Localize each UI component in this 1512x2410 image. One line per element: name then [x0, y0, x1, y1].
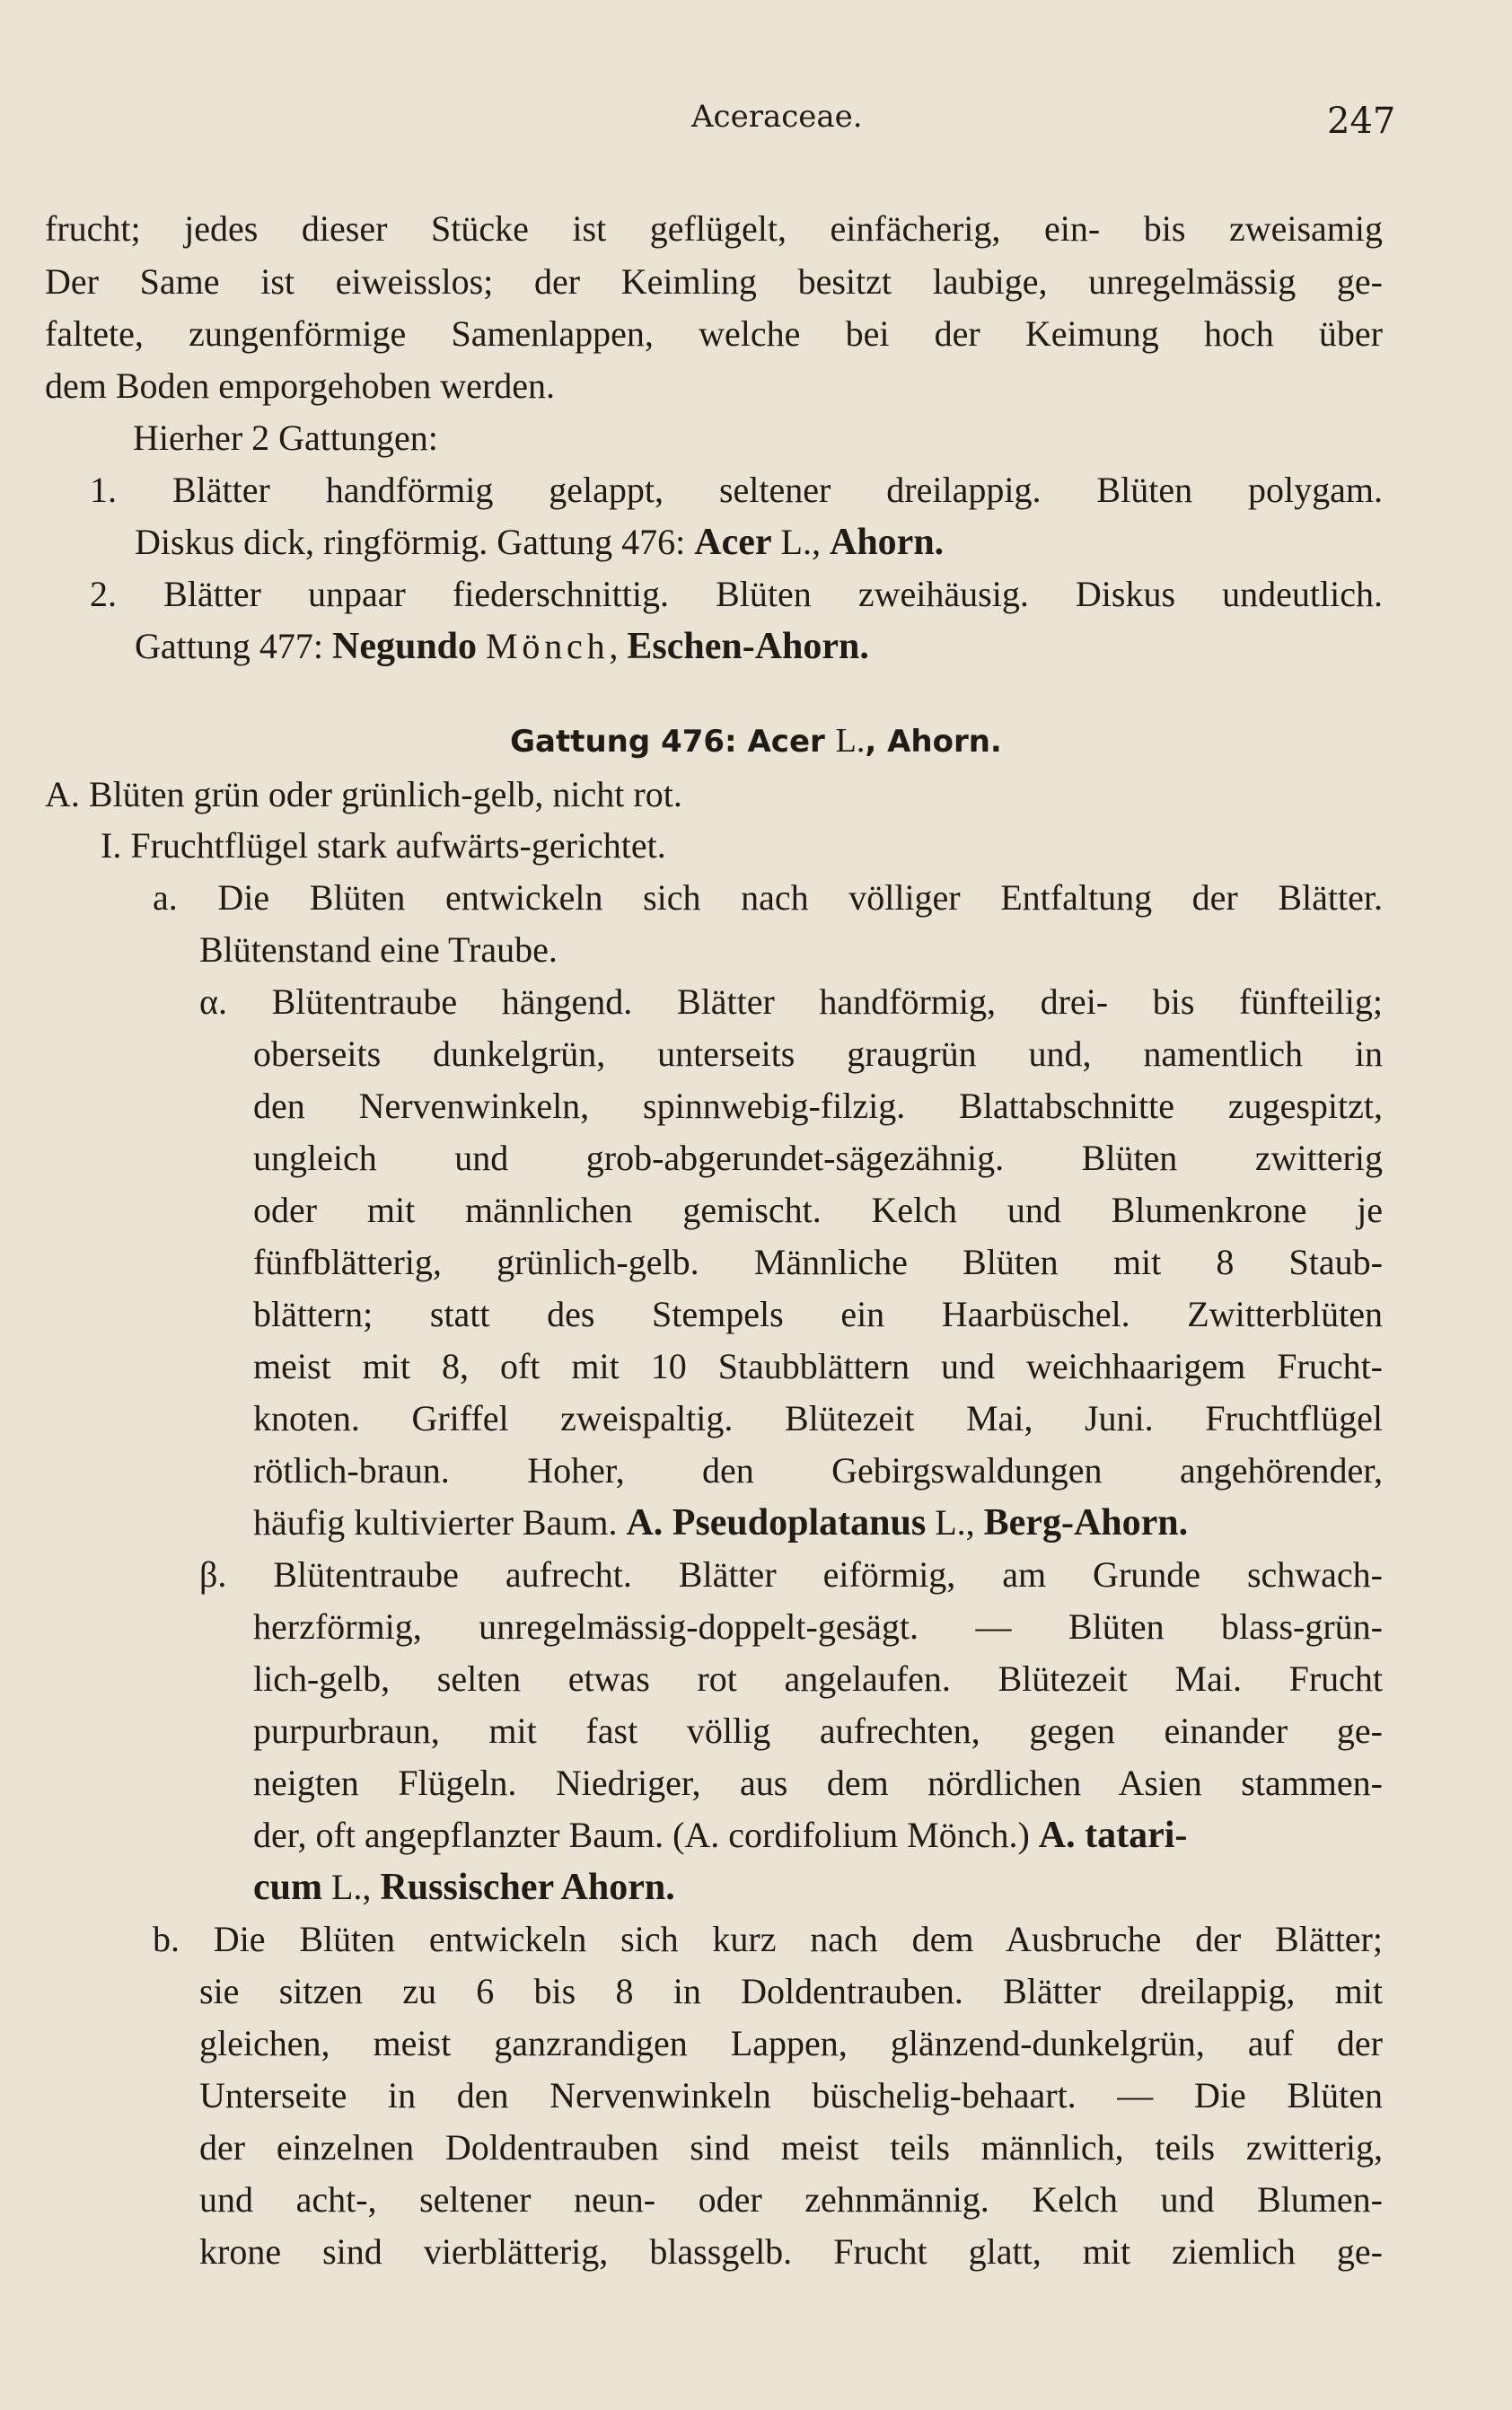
key-item-2: 2. Blätter unpaar fiederschnittig. Blüten zweihäusig. Diskus undeutlich. — [90, 574, 1383, 614]
key-A-I-a: a. Die Blüten entwickeln sich nach völliger Entfaltung der Blätter. — [153, 877, 1383, 918]
key-beta: β. Blütentraube aufrecht. Blätter eiförmig, am Grunde schwach- — [199, 1554, 1383, 1595]
species-name: A. tatari- — [1038, 1815, 1188, 1856]
key-A: A. Blüten grün oder grünlich-gelb, nicht rot. — [45, 774, 682, 814]
text-line-27: lich-gelb, selten etwas rot angelaufen. Blütezeit Mai. Frucht — [253, 1658, 1383, 1699]
common-name: Ahorn. — [829, 522, 945, 563]
common-name: Berg-Ahorn. — [983, 1502, 1189, 1544]
species-line-pseudoplatanus: häufig kultivierter Baum. A. Pseudoplatanus L., Berg-Ahorn. — [253, 1502, 1189, 1544]
text-line-19: fünfblätterig, grünlich-gelb. Männliche Blüten mit 8 Staub- — [253, 1242, 1383, 1282]
key-A-I-a-continued: Blütenstand eine Traube. — [199, 929, 558, 970]
species-name: A. Pseudoplatanus — [626, 1502, 927, 1544]
key-A-I: I. Fruchtflügel stark aufwärts-gerichtet. — [101, 825, 666, 866]
author-name: Mönch — [486, 626, 610, 666]
running-header: Aceraceae. — [691, 99, 863, 135]
key-alpha: α. Blütentraube hängend. Blätter handförmig, drei- bis fünfteilig; — [199, 981, 1383, 1022]
text-line-34: gleichen, meist ganzrandigen Lappen, glänzend-dunkelgrün, auf der — [199, 2023, 1383, 2063]
common-name: Russischer Ahorn. — [380, 1867, 675, 1908]
text-line-2: Der Same ist eiweisslos; der Keimling besitzt laubige, unregelmässig ge- — [45, 261, 1383, 302]
text-line-1: frucht; jedes dieser Stücke ist geflügelt, einfächerig, ein- bis zweisamig — [45, 208, 1383, 249]
species-line-tataricum: der, oft angepflanzter Baum. (A. cordifolium Mönch.) A. tatari- — [253, 1815, 1188, 1856]
text-line-23: rötlich-braun. Hoher, den Gebirgswaldungen angehörender, — [253, 1450, 1383, 1491]
text-line-22: knoten. Griffel zweispaltig. Blütezeit Mai, Juni. Fruchtflügel — [253, 1398, 1383, 1438]
text-line-4: dem Boden emporgehoben werden. — [45, 365, 555, 406]
text-line-28: purpurbraun, mit fast völlig aufrechten, gegen einander ge- — [253, 1711, 1383, 1751]
text-line-21: meist mit 8, oft mit 10 Staubblättern und weichhaarigem Frucht- — [253, 1346, 1383, 1386]
text-line-29: neigten Flügeln. Niedriger, aus dem nördlichen Asien stammen- — [253, 1763, 1383, 1803]
common-name: Eschen-Ahorn. — [627, 626, 869, 667]
text-line-15: oberseits dunkelgrün, unterseits graugrün und, namentlich in — [253, 1033, 1383, 1074]
key-item-1: 1. Blätter handförmig gelappt, seltener dreilappig. Blüten polygam. — [90, 470, 1383, 510]
text-line-20: blättern; statt des Stempels ein Haarbüschel. Zwitterblüten — [253, 1294, 1383, 1334]
species-line-tataricum-continued: cum L., Russischer Ahorn. — [253, 1867, 675, 1908]
section-heading: Gattung 476: Acer L., Ahorn. — [510, 722, 1002, 760]
text-line-35: Unterseite in den Nervenwinkeln büschelig-behaart. — Die Blüten — [199, 2075, 1383, 2115]
text-line-37: und acht-, seltener neun- oder zehnmännig. Kelch und Blumen- — [199, 2179, 1383, 2220]
text-line-33: sie sitzen zu 6 bis 8 in Doldentrauben. Blätter dreilappig, mit — [199, 1971, 1383, 2011]
key-item-1-continued: Diskus dick, ringförmig. Gattung 476: Acer L., Ahorn. — [135, 522, 945, 563]
text-line-17: ungleich und grob-abgerundet-sägezähnig. Blüten zwitterig — [253, 1138, 1383, 1178]
key-item-2-continued: Gattung 477: Negundo Mönch, Eschen-Ahorn. — [135, 626, 869, 667]
page-number: 247 — [1327, 101, 1396, 142]
text-line-18: oder mit männlichen gemischt. Kelch und Blumenkrone je — [253, 1190, 1383, 1230]
genus-name: Acer — [694, 522, 772, 563]
text-line-5: Hierher 2 Gattungen: — [133, 418, 438, 458]
text-line-16: den Nervenwinkeln, spinnwebig-filzig. Blattabschnitte zugespitzt, — [253, 1086, 1383, 1126]
text-line-36: der einzelnen Doldentrauben sind meist teils männlich, teils zwitterig, — [199, 2127, 1383, 2168]
genus-name: Negundo — [331, 626, 478, 667]
text-line-38: krone sind vierblätterig, blassgelb. Frucht glatt, mit ziemlich ge- — [199, 2231, 1383, 2272]
text-line-3: faltete, zungenförmige Samenlappen, welche bei der Keimung hoch über — [45, 313, 1383, 354]
key-A-I-b: b. Die Blüten entwickeln sich kurz nach dem Ausbruche der Blätter; — [153, 1919, 1383, 1959]
text-line-26: herzförmig, unregelmässig-doppelt-gesägt. — Blüten blass-grün- — [253, 1606, 1383, 1647]
